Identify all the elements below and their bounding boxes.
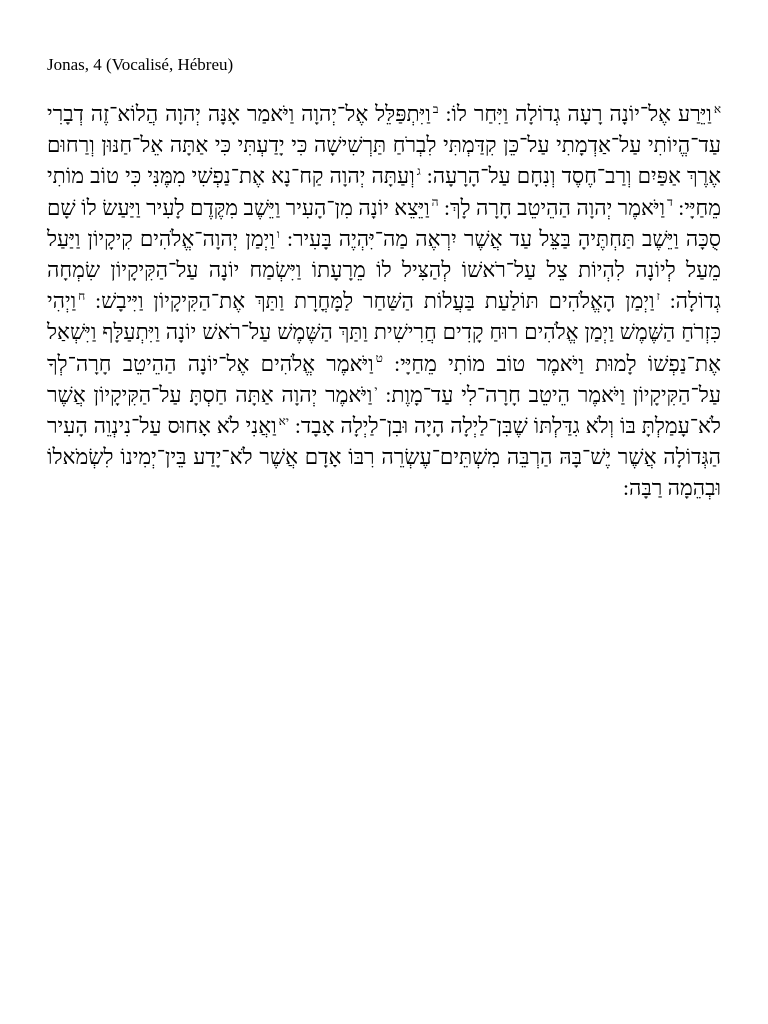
verse-number: ח [78,289,86,304]
verse-number: י [374,382,378,397]
verse-text: וַיֹּאמֶר יְהוָה אַתָּה חַסְתָּ עַל־הַקִּיקָיוֹן אֲשֶׁר לֹא־עָמַלְתָּ בּוֹ וְלֹא גִדַּלְתּוֹ שֶׁבִּן־לַיְלָה הָיָה וּבִן־לַיְלָה אָבָד: [47,382,721,439]
verse-text: וַיִּתְפַּלֵּל אֶל־יְהוָה וַיֹּאמַר אָנָּה יְהוָה הֲלוֹא־זֶה דְבָרִי עַד־הֱיוֹתִי עַל־אַדְמָתִי עַל־כֵּן קִדַּמְתִּי לִבְרֹחַ תַּרְשִׁישָׁה כִּי יָדַעְתִּי כִּי אַתָּה אֵל־חַנּוּן וְרַחוּם אֶרֶךְ אַפַּיִם וְרַב־חֶסֶד וְנִחָם עַל־הָרָעָה: [47,102,722,189]
verse-number: יא [278,413,289,428]
verse-text: וַיֹּאמֶר יְהוָה הַהֵיטֵב חָרָה לָךְ: [443,195,666,220]
verse-text: וַיְמַן יְהוָה־אֱלֹהִים קִיקָיוֹן וַיַּעַל מֵעַל לְיוֹנָה לִהְיוֹת צֵל עַל־רֹאשׁוֹ לְהַצִּיל לוֹ מֵרָעָתוֹ וַיִּשְׂמַח יוֹנָה עַל־הַקִּיקָיוֹן שִׂמְחָה גְדוֹלָה: [47,226,722,314]
verse-text: וַיֵּצֵא יוֹנָה מִן־הָעִיר וַיֵּשֶׁב מִקֶּדֶם לָעִיר וַיַּעַשׂ לוֹ שָׁם סֻכָּה וַיֵּשֶׁב תַּחְתֶּיהָ בַּצֵּל עַד אֲשֶׁר יִרְאֶה מַה־יִּהְיֶה בָּעִיר: [47,195,721,251]
verse-number: ז [656,289,660,304]
verse-4 [444,196,673,220]
verse-1 [445,102,721,126]
verse-text: וַיְהִי כִּזְרֹחַ הַשֶּׁמֶשׁ וַיְמַן אֱלֹהִים רוּחַ קָדִים חֲרִישִׁית וַתַּךְ הַשֶּׁמֶשׁ עַל־רֹאשׁ יוֹנָה וַיִּתְעַלָּף וַיִּשְׁאַל אֶת־נַפְשׁוֹ לָמוּת וַיֹּאמֶר טוֹב מוֹתִי מֵחַיָּי: [47,289,721,376]
verse-number: ט [375,351,383,366]
verse-text: וַאֲנִי לֹא אָחוּס עַל־נִינְוֵה הָעִיר הַגְּדוֹלָה אֲשֶׁר יֶשׁ־בָּהּ הַרְבֵּה מִשְׁתֵּים־עֶשְׂרֵה רִבּוֹ אָדָם אֲשֶׁר לֹא־יָדַע בֵּין־יְמִינוֹ לִשְׂמֹאלוֹ וּבְהֵמָה רַבָּה: [47,414,721,501]
verse-7 [95,289,660,313]
verse-text: וַיֹּאמֶר אֱלֹהִים אֶל־יוֹנָה הַהֵיטֵב חָרָה־לְךָ עַל־הַקִּיקָיוֹן וַיֹּאמֶר הֵיטֵב חָרָה־לִי עַד־מָוֶת: [47,351,721,407]
verse-text: וַיֵּרַע אֶל־יוֹנָה רָעָה גְדוֹלָה וַיִּחַר לוֹ: [445,102,712,126]
document-title: Jonas, 4 (Vocalisé, Hébreu) [47,55,234,74]
verse-number: ה [431,195,439,210]
verse-number: ו [276,226,280,241]
verse-text: וַיְמַן הָאֱלֹהִים תּוֹלַעַת בַּעֲלוֹת הַשַּׁחַר לַמָּחֳרָת וַתַּךְ אֶת־הַקִּיקָיוֹן וַיִּיבָשׁ: [95,289,655,314]
verse-text: וְעַתָּה יְהוָה קַח־נָא אֶת־נַפְשִׁי מִמֶּנִּי כִּי טוֹב מוֹתִי מֵחַיָּי: [47,164,721,220]
verse-number: א [713,101,722,116]
verse-number: ד [667,195,673,210]
verse-number: ג [416,164,421,179]
chapter-text [47,99,721,505]
verse-number: ב [432,101,439,116]
